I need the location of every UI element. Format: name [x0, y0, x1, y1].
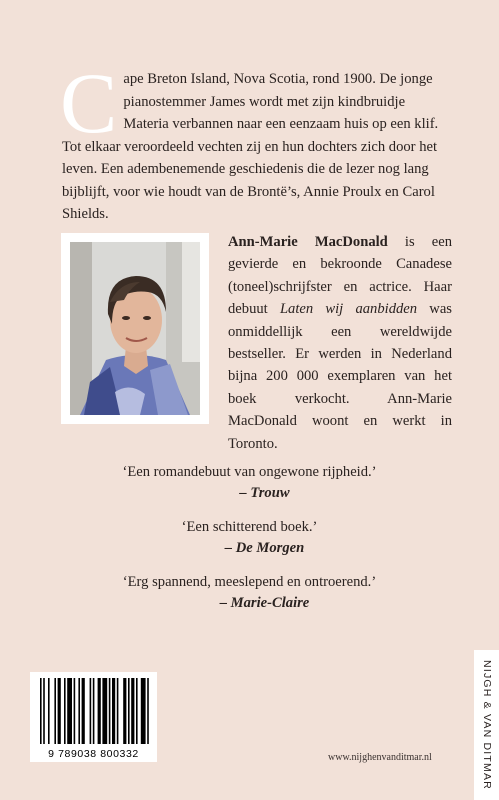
review-quote: [0, 517, 499, 559]
quote-text: ‘Een schitterend boek.’: [181, 519, 318, 535]
back-cover-blurb: [60, 55, 450, 226]
bio-text-part-1: is een gevierde en bekroonde Canadese (toneel)schrijfster en actrice. Haar debuut: [228, 234, 452, 318]
author-name: Ann-Marie MacDonald: [228, 234, 388, 250]
quote-source: – Marie-Claire: [219, 595, 310, 611]
author-bio: [228, 231, 452, 455]
publisher-logo: [474, 650, 499, 800]
drop-cap: C: [60, 55, 118, 151]
publisher-website: www.nijghenvanditmar.nl: [328, 752, 432, 763]
quote-source: – De Morgen: [224, 540, 305, 556]
bio-text-part-2: was onmiddellijk een wereldwijde bestseller. Er werden in Nederland bijna 200 000 exemplaren van het boek verkocht. Ann-Marie MacDonald woont en werkt in Toronto.: [228, 301, 452, 452]
review-quotes: [0, 462, 499, 627]
isbn-number: 9 789038 800332: [48, 748, 139, 760]
isbn-barcode: [30, 672, 157, 762]
review-quote: [0, 572, 499, 614]
review-quote: [0, 462, 499, 504]
debut-title: Laten wij aanbidden: [279, 301, 418, 318]
publisher-logo-text: NIJGH & VAN DITMAR: [480, 660, 493, 790]
quote-text: ‘Erg spannend, meeslepend en ontroerend.’: [122, 574, 377, 590]
author-photo-frame: [61, 233, 209, 424]
quote-text: ‘Een romandebuut van ongewone rijpheid.’: [122, 464, 377, 480]
quote-source: – Trouw: [239, 485, 290, 501]
author-photo: [70, 242, 200, 415]
blurb-text: ape Breton Island, Nova Scotia, rond 1900. De jonge pianostemmer James wordt met zijn kindbruidje Materia verbannen naar een eenzaam huis op een klif. Tot elkaar veroordeeld vechten zij en hun dochters zich door het leven. Een adembenemende geschiedenis die de lezer nog lang bijblijft, voor wie houdt van de Brontë’s, Annie Proulx en Carol Shields.: [62, 71, 439, 222]
